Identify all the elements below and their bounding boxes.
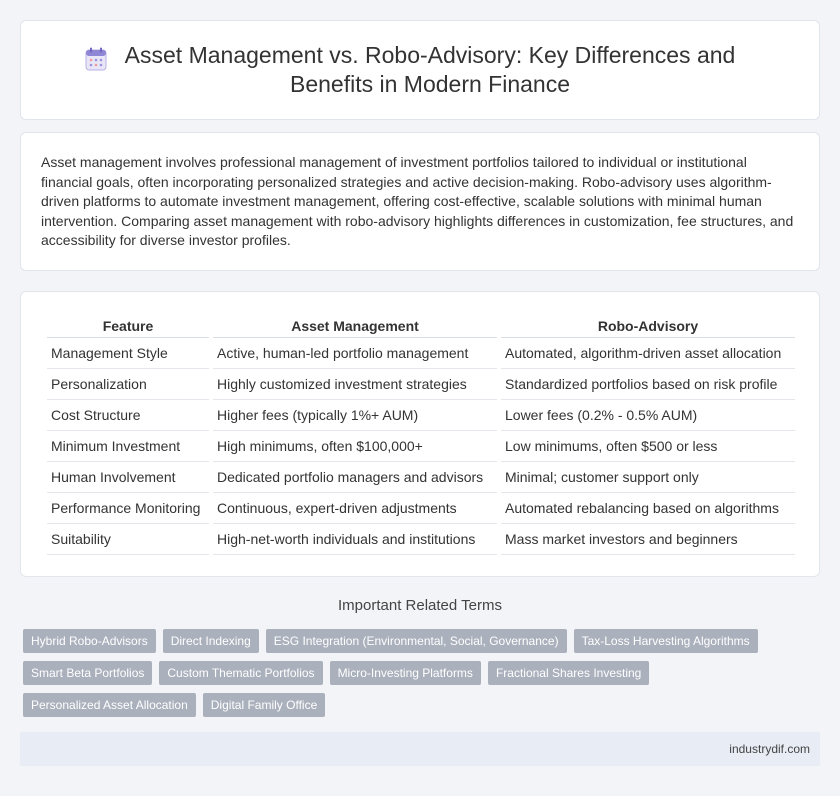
feature-cell: Cost Structure (47, 400, 209, 431)
table-row (47, 338, 795, 369)
feature-cell: Human Involvement (47, 462, 209, 493)
term-chip[interactable]: Custom Thematic Portfolios (159, 661, 322, 685)
table-row (47, 400, 795, 431)
asset-management-cell: Continuous, expert-driven adjustments (213, 493, 497, 524)
table-row (47, 524, 795, 555)
footer-site-link[interactable]: industrydif.com (729, 742, 810, 756)
asset-management-cell: High-net-worth individuals and institutions (213, 524, 497, 555)
related-terms-title: Important Related Terms (338, 597, 502, 614)
page-title: Asset Management vs. Robo-Advisory: Key Differences and Benefits in Modern Finance (124, 42, 736, 97)
term-chip[interactable]: Hybrid Robo-Advisors (23, 629, 156, 653)
asset-management-cell: Higher fees (typically 1%+ AUM) (213, 400, 497, 431)
robo-advisory-cell: Minimal; customer support only (501, 462, 795, 493)
term-chip[interactable]: Fractional Shares Investing (488, 661, 649, 685)
footer (20, 732, 820, 766)
term-chip[interactable]: Smart Beta Portfolios (23, 661, 152, 685)
asset-management-cell: High minimums, often $100,000+ (213, 431, 497, 462)
feature-cell: Performance Monitoring (47, 493, 209, 524)
table-row (47, 462, 795, 493)
header-feature: Feature (47, 312, 209, 338)
table-header-row (47, 312, 795, 338)
intro-card (20, 132, 820, 271)
robo-advisory-cell: Automated rebalancing based on algorithms (501, 493, 795, 524)
feature-cell: Personalization (47, 369, 209, 400)
term-chip[interactable]: ESG Integration (Environmental, Social, Governance) (266, 629, 567, 653)
term-chip[interactable]: Digital Family Office (203, 693, 325, 717)
term-chip[interactable]: Micro-Investing Platforms (330, 661, 481, 685)
table-row (47, 493, 795, 524)
feature-cell: Suitability (47, 524, 209, 555)
title-card (20, 20, 820, 120)
robo-advisory-cell: Low minimums, often $500 or less (501, 431, 795, 462)
robo-advisory-cell: Standardized portfolios based on risk profile (501, 369, 795, 400)
table-row (47, 369, 795, 400)
header-robo-advisory: Robo-Advisory (501, 312, 795, 338)
feature-cell: Management Style (47, 338, 209, 369)
robo-advisory-cell: Mass market investors and beginners (501, 524, 795, 555)
asset-management-cell: Highly customized investment strategies (213, 369, 497, 400)
robo-advisory-cell: Automated, algorithm-driven asset allocation (501, 338, 795, 369)
comparison-table (43, 312, 799, 555)
asset-management-cell: Active, human-led portfolio management (213, 338, 497, 369)
related-terms-list (23, 629, 823, 717)
comparison-card (20, 291, 820, 577)
intro-paragraph: Asset management involves professional management of investment portfolios tailored to individual or institutional financial goals, often incorporating personalized strategies and active decision-making. Robo-advisory uses algorithm-driven platforms to automate investment management, offering cost-effective, scalable solutions with minimal human intervention. Comparing asset management with robo-advisory highlights differences in customization, fee structures, and accessibility for diverse investor profiles. (41, 154, 794, 248)
term-chip[interactable]: Tax-Loss Harvesting Algorithms (574, 629, 758, 653)
term-chip[interactable]: Direct Indexing (163, 629, 259, 653)
robo-advisory-cell: Lower fees (0.2% - 0.5% AUM) (501, 400, 795, 431)
feature-cell: Minimum Investment (47, 431, 209, 462)
header-asset-management: Asset Management (213, 312, 497, 338)
asset-management-cell: Dedicated portfolio managers and advisors (213, 462, 497, 493)
term-chip[interactable]: Personalized Asset Allocation (23, 693, 196, 717)
table-row (47, 431, 795, 462)
